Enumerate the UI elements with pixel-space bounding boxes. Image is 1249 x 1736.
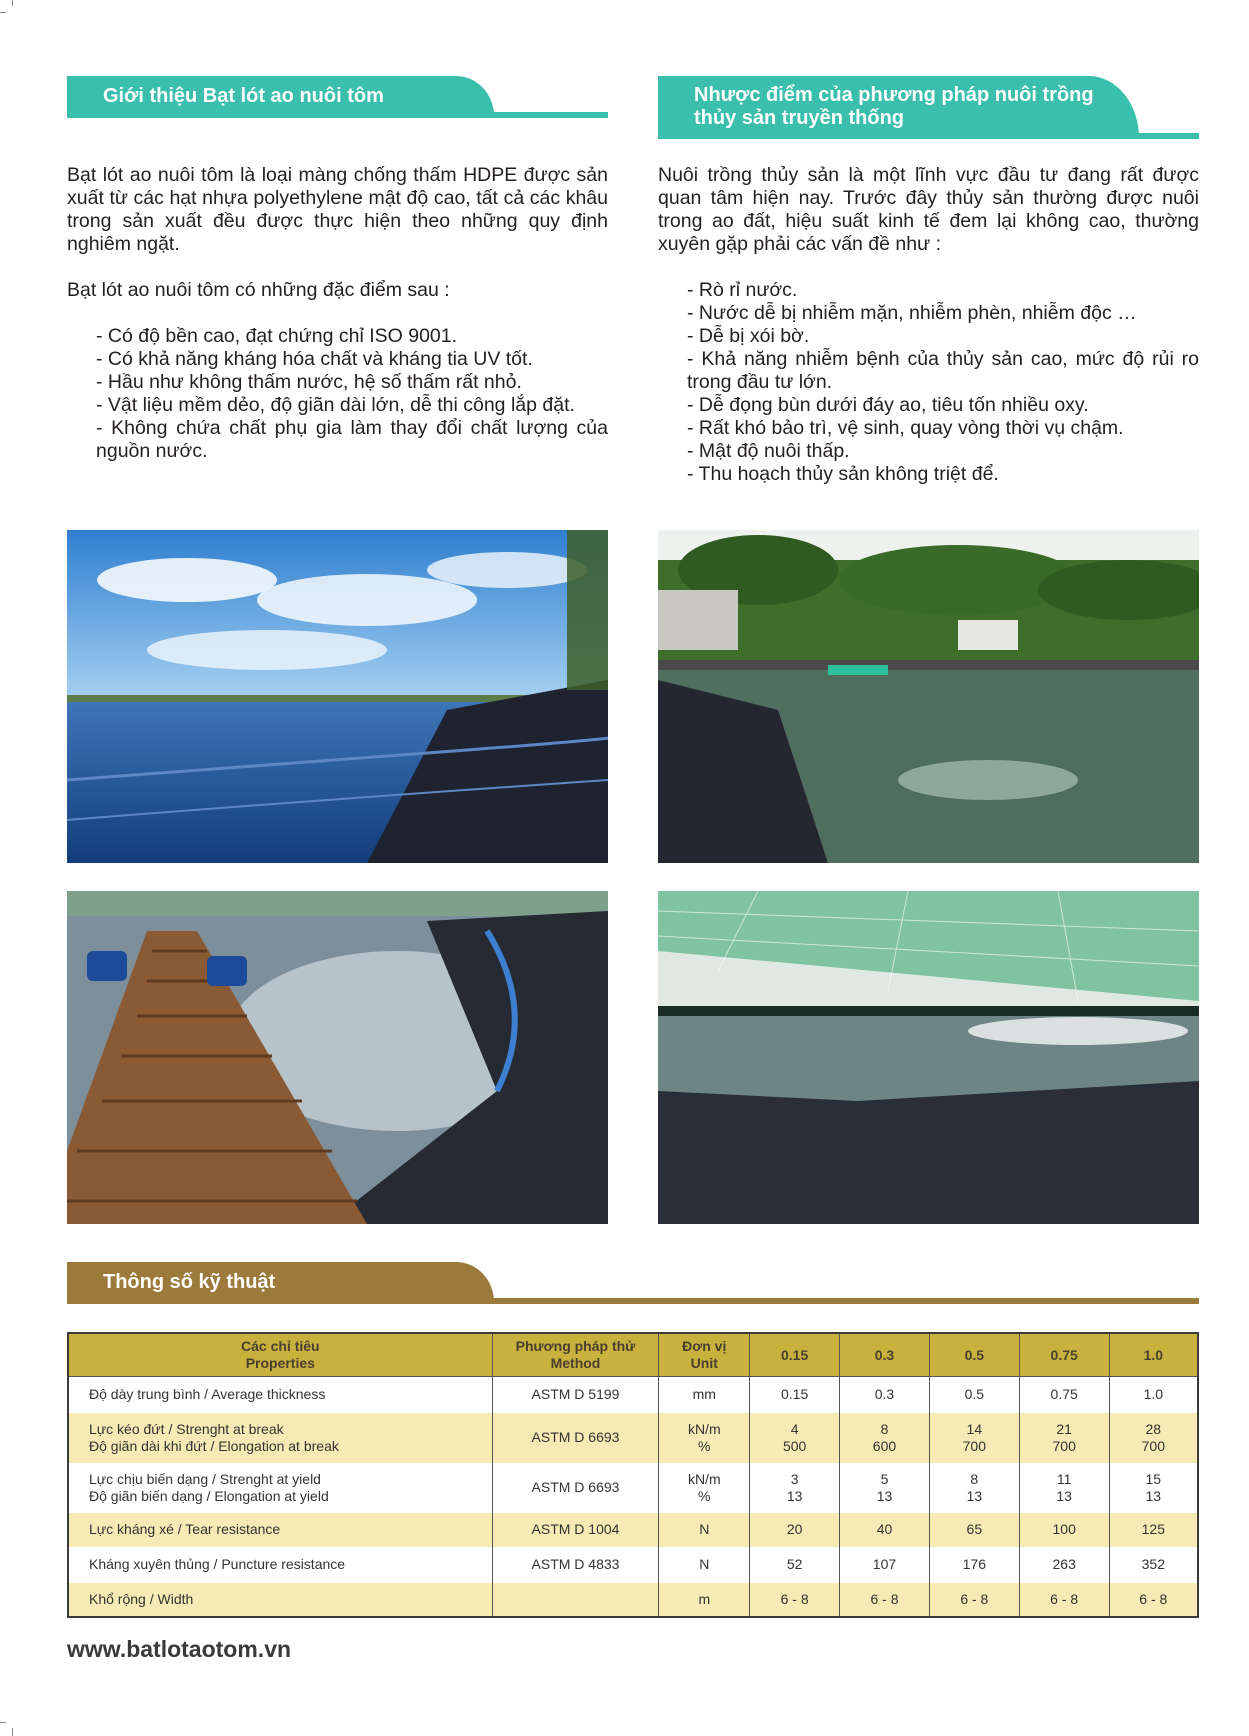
column-header-grade: 0.75 [1019, 1333, 1109, 1377]
property-cell-line: Độ giãn dài khi đứt / Elongation at break [89, 1437, 339, 1454]
method-cell-line: ASTM D 6693 [531, 1429, 620, 1445]
value-cell [840, 1377, 930, 1413]
value-cell-line: 700 [1052, 1437, 1076, 1454]
unit-cell-line: m [698, 1590, 711, 1607]
column-header-grade: 1.0 [1109, 1333, 1198, 1377]
pond-photo-covered [658, 891, 1199, 1224]
list-item: - Nước dễ bị nhiễm mặn, nhiễm phèn, nhiễm độc … [687, 302, 1137, 324]
unit-cell [659, 1413, 750, 1463]
method-cell-line: ASTM D 5199 [531, 1386, 620, 1403]
drawbacks-header [658, 76, 1199, 139]
value-cell [1109, 1583, 1198, 1617]
value-cell [750, 1413, 840, 1463]
header-properties-en: Properties [245, 1355, 315, 1371]
intro-features-lead: Bạt lót ao nuôi tôm có những đặc điểm sau : [67, 279, 450, 301]
header-method-vi: Phương pháp thử [515, 1338, 636, 1354]
specs-rule [67, 1298, 1199, 1304]
property-cell-line: Lực kháng xé / Tear resistance [89, 1521, 281, 1537]
list-item: - Khả năng nhiễm bệnh của thủy sản cao, mức độ rủi ro trong đầu tư lớn. [687, 348, 1199, 393]
drawbacks-paragraph: Nuôi trồng thủy sản là một lĩnh vực đầu tư đang rất được quan tâm hiện nay. Trước đây thủy sản thường được nuôi trong ao đất, hiệu suất kinh tế đem lại không cao, thường xuyên gặp phải các vấn đề như : [658, 164, 1199, 255]
column-header-method [492, 1333, 659, 1377]
table-row [68, 1547, 1198, 1583]
value-cell-line: 15 [1145, 1470, 1162, 1487]
column-header-grade: 0.15 [750, 1333, 840, 1377]
property-cell-line: Lực chịu biến dạng / Strenght at yield [89, 1470, 321, 1487]
drawbacks-title [658, 76, 1139, 138]
value-cell [929, 1413, 1019, 1463]
list-item: - Không chứa chất phụ gia làm thay đổi chất lượng của nguồn nước. [96, 417, 608, 462]
header-unit-en: Unit [690, 1355, 718, 1371]
method-cell [492, 1377, 659, 1413]
list-item: - Vật liệu mềm dẻo, độ giãn dài lớn, dễ thi công lắp đặt. [96, 394, 575, 416]
value-cell-line: 14 [966, 1420, 983, 1437]
value-cell [840, 1463, 930, 1513]
value-cell [840, 1547, 930, 1583]
property-cell-line: Độ dày trung bình / Average thickness [89, 1386, 326, 1403]
value-cell [1019, 1377, 1109, 1413]
property-cell [68, 1413, 492, 1463]
specs-table-body [68, 1377, 1198, 1617]
value-cell-line: 0.3 [874, 1386, 895, 1403]
value-cell-line: 100 [1052, 1521, 1076, 1537]
drawbacks-title-line2: thủy sản truyền thống [694, 107, 904, 129]
value-cell [1019, 1513, 1109, 1547]
intro-feature-list [67, 325, 608, 463]
unit-cell-line: % [698, 1437, 711, 1454]
drawbacks-title-line1: Nhược điểm của phương pháp nuôi trồng [694, 84, 1094, 106]
value-cell-line: 5 [880, 1470, 889, 1487]
value-cell-line: 263 [1052, 1556, 1076, 1572]
unit-cell-line: N [699, 1556, 710, 1572]
unit-cell-line: kN/m [687, 1470, 721, 1487]
unit-cell-line: N [699, 1521, 710, 1537]
value-cell-line: 4 [790, 1420, 799, 1437]
value-cell-line: 13 [1145, 1487, 1162, 1504]
value-cell [750, 1547, 840, 1583]
property-cell [68, 1513, 492, 1547]
unit-cell [659, 1377, 750, 1413]
property-cell [68, 1583, 492, 1617]
value-cell-line: 0.75 [1050, 1386, 1078, 1403]
value-cell-line: 65 [966, 1521, 983, 1537]
list-item: - Hầu như không thấm nước, hệ số thấm rất nhỏ. [96, 371, 522, 393]
value-cell-line: 8 [880, 1420, 889, 1437]
value-cell-line: 11 [1056, 1470, 1072, 1487]
value-cell [1019, 1547, 1109, 1583]
value-cell-line: 500 [782, 1437, 807, 1454]
list-item: - Rất khó bảo trì, vệ sinh, quay vòng thời vụ chậm. [687, 417, 1124, 439]
method-cell-line: ASTM D 1004 [531, 1521, 620, 1537]
website-url: www.batlotaotom.vn [67, 1636, 292, 1662]
intro-text [67, 164, 608, 463]
value-cell [1109, 1377, 1198, 1413]
value-cell [840, 1583, 930, 1617]
method-cell [492, 1413, 659, 1463]
value-cell-line: 21 [1056, 1420, 1072, 1437]
value-cell-line: 0.15 [781, 1386, 809, 1403]
value-cell-line: 13 [786, 1487, 803, 1504]
value-cell-line: 13 [966, 1487, 983, 1504]
property-cell-line: Lực kéo đứt / Strenght at break [89, 1420, 284, 1437]
value-cell [840, 1513, 930, 1547]
value-cell-line: 6 - 8 [960, 1590, 989, 1607]
value-cell [1019, 1583, 1109, 1617]
property-cell [68, 1377, 492, 1413]
value-cell [840, 1413, 930, 1463]
table-row [68, 1377, 1198, 1413]
unit-cell [659, 1463, 750, 1513]
method-cell [492, 1513, 659, 1547]
column-header-grade: 0.5 [929, 1333, 1019, 1377]
list-item: - Mật độ nuôi thấp. [687, 440, 850, 462]
value-cell [929, 1513, 1019, 1547]
value-cell [750, 1377, 840, 1413]
value-cell-line: 6 - 8 [870, 1590, 899, 1607]
property-cell-line: Kháng xuyên thủng / Puncture resistance [89, 1556, 346, 1572]
list-item: - Có độ bền cao, đạt chứng chỉ ISO 9001. [96, 325, 458, 347]
value-cell [929, 1547, 1019, 1583]
specs-header [67, 1262, 1199, 1304]
value-cell-line: 40 [876, 1521, 893, 1537]
specs-title: Thông số kỹ thuật [67, 1262, 494, 1302]
value-cell [929, 1463, 1019, 1513]
crop-mark [0, 1722, 6, 1723]
drawbacks-text [658, 164, 1199, 486]
method-cell [492, 1463, 659, 1513]
value-cell-line: 6 - 8 [780, 1590, 809, 1607]
pond-photo-houses [658, 530, 1199, 863]
intro-header [67, 76, 608, 118]
value-cell [1109, 1413, 1198, 1463]
value-cell-line: 0.5 [964, 1386, 985, 1403]
value-cell [750, 1463, 840, 1513]
value-cell [929, 1583, 1019, 1617]
value-cell-line: 6 - 8 [1050, 1590, 1079, 1607]
value-cell-line: 700 [1141, 1437, 1165, 1454]
value-cell-line: 125 [1141, 1521, 1165, 1537]
pond-photo-walkway [67, 891, 608, 1224]
method-cell-line: ASTM D 6693 [531, 1479, 620, 1495]
value-cell-line: 20 [786, 1521, 803, 1537]
column-header-unit [659, 1333, 750, 1377]
list-item: - Dễ đọng bùn dưới đáy ao, tiêu tốn nhiều oxy. [687, 394, 1089, 416]
table-row [68, 1583, 1198, 1617]
value-cell-line: 107 [872, 1556, 897, 1572]
table-row [68, 1513, 1198, 1547]
value-cell-line: 1.0 [1143, 1386, 1164, 1403]
value-cell [1019, 1463, 1109, 1513]
property-cell-line: Độ giãn biến dạng / Elongation at yield [89, 1487, 329, 1504]
value-cell [1109, 1463, 1198, 1513]
unit-cell-line: mm [692, 1386, 716, 1403]
unit-cell-line: % [698, 1487, 711, 1504]
value-cell [750, 1583, 840, 1617]
column-header-properties [68, 1333, 492, 1377]
drawbacks-rule [658, 133, 1199, 139]
crop-mark [0, 12, 6, 13]
value-cell-line: 600 [872, 1437, 897, 1454]
unit-cell-line: kN/m [687, 1420, 721, 1437]
list-item: - Có khả năng kháng hóa chất và kháng tia UV tốt. [96, 348, 533, 370]
list-item: - Dễ bị xói bờ. [687, 325, 810, 347]
header-unit-vi: Đơn vị [682, 1338, 727, 1354]
property-cell [68, 1547, 492, 1583]
value-cell-line: 8 [970, 1470, 979, 1487]
property-cell-line: Khổ rộng / Width [89, 1590, 194, 1607]
crop-mark [12, 0, 13, 6]
list-item: - Rò rỉ nước. [687, 279, 798, 301]
value-cell-line: 176 [962, 1556, 986, 1572]
table-header-row [68, 1333, 1198, 1377]
column-header-grade: 0.3 [840, 1333, 930, 1377]
pond-photo-sky [67, 530, 608, 863]
method-cell [492, 1547, 659, 1583]
value-cell-line: 6 - 8 [1139, 1590, 1168, 1607]
method-cell-line: ASTM D 4833 [531, 1556, 620, 1572]
value-cell [929, 1377, 1019, 1413]
intro-paragraph: Bạt lót ao nuôi tôm là loại màng chống thấm HDPE được sản xuất từ các hạt nhựa polyethylene mật độ cao, tất cả các khâu trong sản xuất đều được thực hiện theo những quy định nghiêm ngặt. [67, 164, 608, 255]
value-cell-line: 28 [1145, 1420, 1162, 1437]
list-item: - Thu hoạch thủy sản không triệt để. [687, 463, 999, 485]
value-cell [750, 1513, 840, 1547]
specs-table [67, 1332, 1199, 1618]
drawbacks-list [658, 279, 1199, 486]
table-row [68, 1413, 1198, 1463]
unit-cell [659, 1547, 750, 1583]
value-cell-line: 13 [876, 1487, 893, 1504]
value-cell [1109, 1547, 1198, 1583]
intro-title: Giới thiệu Bạt lót ao nuôi tôm [67, 76, 494, 116]
intro-rule [67, 112, 608, 118]
crop-mark [12, 1728, 13, 1736]
value-cell-line: 700 [962, 1437, 986, 1454]
unit-cell [659, 1513, 750, 1547]
table-row [68, 1463, 1198, 1513]
value-cell [1109, 1513, 1198, 1547]
property-cell [68, 1463, 492, 1513]
unit-cell [659, 1583, 750, 1617]
method-cell [492, 1583, 659, 1617]
value-cell-line: 52 [786, 1556, 803, 1572]
header-properties-vi: Các chỉ tiêu [241, 1338, 320, 1354]
value-cell-line: 3 [790, 1470, 799, 1487]
value-cell-line: 13 [1056, 1487, 1072, 1504]
value-cell-line: 352 [1141, 1556, 1165, 1572]
value-cell [1019, 1413, 1109, 1463]
header-method-en: Method [550, 1355, 601, 1371]
